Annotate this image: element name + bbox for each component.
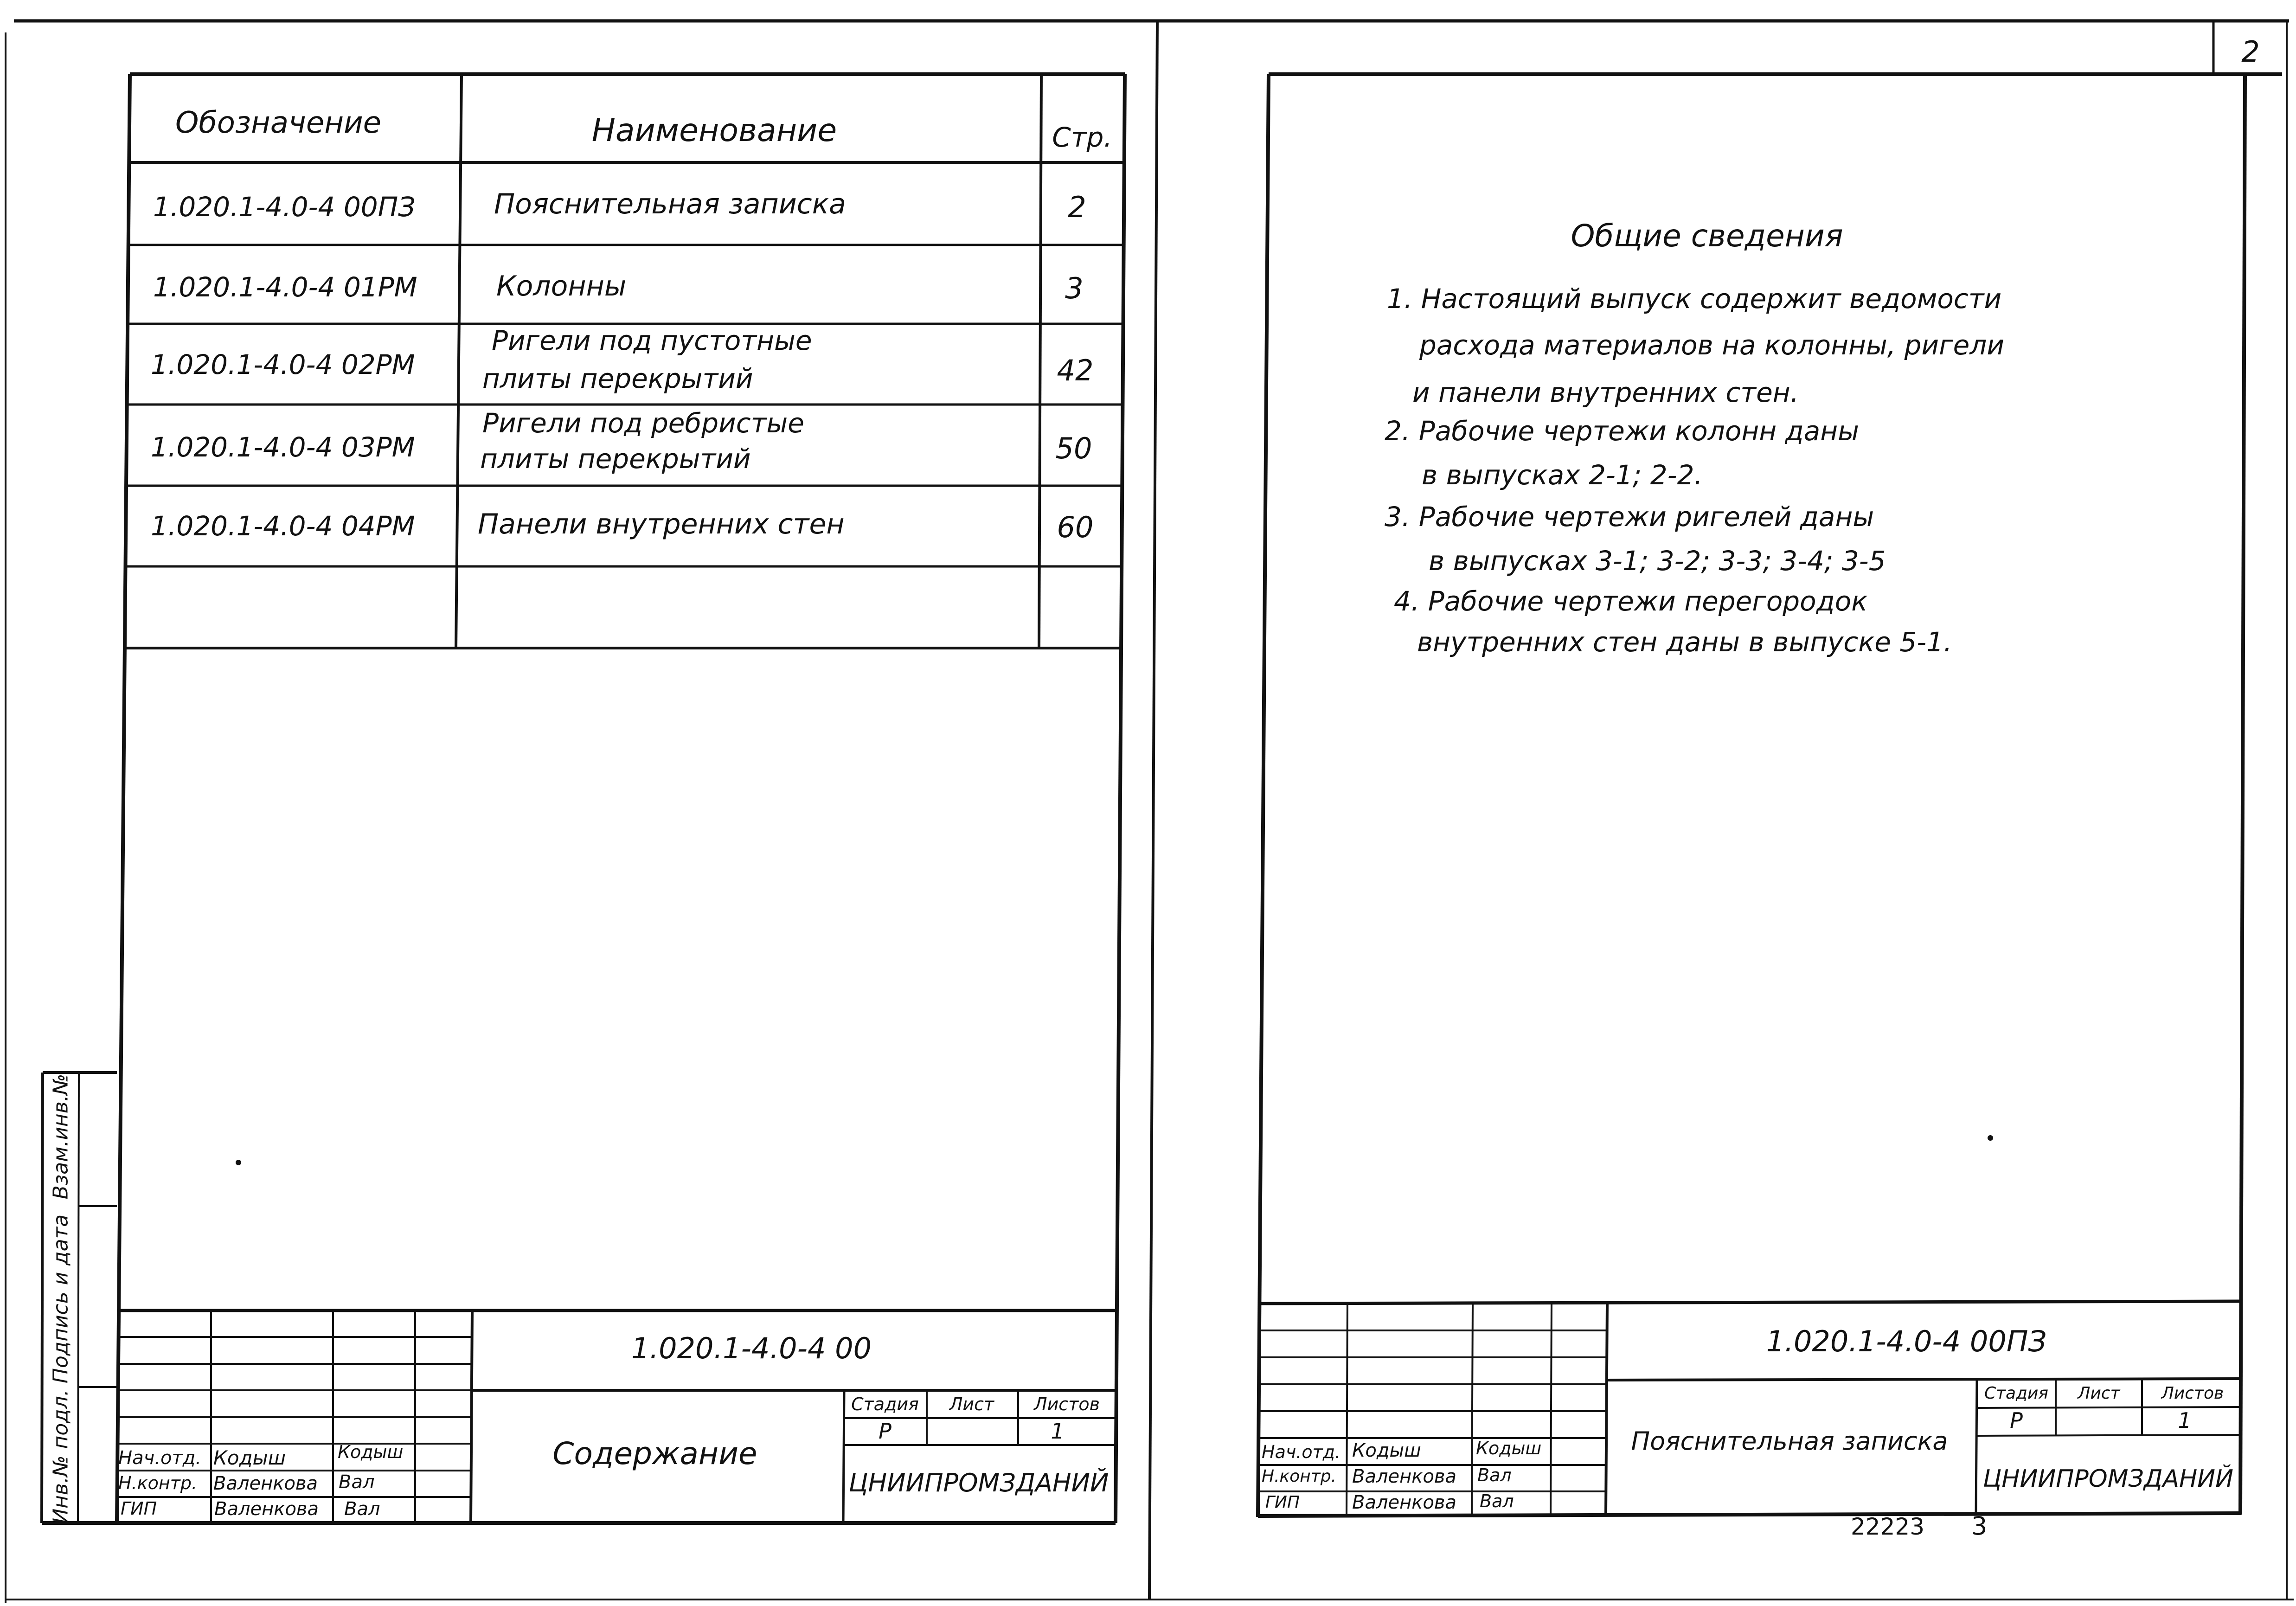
note-line: 4. Рабочие чертежи перегородок <box>1394 585 1868 617</box>
sheets-header: Листов <box>1034 1394 1100 1414</box>
note-line: 1. Настоящий выпуск содержит ведомости <box>1387 283 2002 315</box>
person-role: ГИП <box>121 1498 157 1519</box>
sheets-value: 1 <box>1051 1419 1065 1444</box>
stamp-inventory-number: Инв.№ подл. <box>49 1389 73 1524</box>
note-line: внутренних стен даны в выпуске 5-1. <box>1417 626 1952 658</box>
person-signature: Кодыш <box>338 1442 404 1462</box>
person-signature: Вал <box>344 1498 380 1520</box>
note-line: 3. Рабочие чертежи ригелей даны <box>1385 501 1874 533</box>
person-role: Нач.отд. <box>1262 1442 1341 1462</box>
organization-name: ЦНИИПРОМЗДАНИЙ <box>1983 1465 2233 1493</box>
title-block-code: 1.020.1-4.0-4 00 <box>631 1331 872 1365</box>
footer-number: 22223 <box>1851 1513 1925 1540</box>
note-line: и панели внутренних стен. <box>1412 377 1799 408</box>
toc-page: 60 <box>1057 510 1094 544</box>
sheets-value: 1 <box>2178 1408 2192 1433</box>
organization-name: ЦНИИПРОМЗДАНИЙ <box>848 1468 1109 1497</box>
toc-page: 50 <box>1055 431 1092 465</box>
stage-value: Р <box>2010 1408 2023 1433</box>
stage-header: Стадия <box>1984 1384 2049 1403</box>
person-role: Н.контр. <box>118 1473 198 1493</box>
stage-value: Р <box>879 1419 891 1444</box>
ink-dot <box>236 1160 241 1165</box>
title-block-title: Пояснительная записка <box>1631 1426 1948 1456</box>
footer-page: 3 <box>1971 1511 1988 1541</box>
title-block-title: Содержание <box>552 1436 757 1471</box>
toc-designation: 1.020.1-4.0-4 00ПЗ <box>153 191 416 223</box>
toc-name-line2: плиты перекрытий <box>480 443 751 475</box>
note-line: в выпусках 2-1; 2-2. <box>1422 459 1703 491</box>
person-signature: Вал <box>1477 1465 1512 1485</box>
toc-name: Колонны <box>496 270 627 302</box>
person-signature: Кодыш <box>1476 1438 1542 1458</box>
sheet-number: 2 <box>2241 35 2260 69</box>
person-name: Валенкова <box>1352 1492 1456 1513</box>
note-line: в выпусках 3-1; 3-2; 3-3; 3-4; 3-5 <box>1429 545 1886 577</box>
person-role: ГИП <box>1265 1493 1300 1512</box>
person-signature: Вал <box>339 1471 375 1493</box>
toc-designation: 1.020.1-4.0-4 01РМ <box>153 271 417 303</box>
sheets-header: Листов <box>2161 1384 2224 1403</box>
toc-name-line2: плиты перекрытий <box>482 363 753 394</box>
person-name: Кодыш <box>1352 1440 1421 1461</box>
person-name: Кодыш <box>213 1446 286 1469</box>
toc-header-page: Стр. <box>1052 122 1112 153</box>
person-role: Нач.отд. <box>118 1447 202 1469</box>
notes-heading: Общие сведения <box>1571 218 1843 254</box>
person-name: Валенкова <box>214 1498 319 1520</box>
toc-header-name: Наименование <box>591 112 837 149</box>
stage-header: Стадия <box>851 1394 919 1414</box>
toc-name: Ригели под ребристые <box>482 407 804 439</box>
toc-designation: 1.020.1-4.0-4 03РМ <box>151 431 415 463</box>
sheet-header: Лист <box>949 1394 994 1414</box>
toc-page: 42 <box>1057 353 1094 387</box>
toc-name: Пояснительная записка <box>494 188 846 220</box>
toc-designation: 1.020.1-4.0-4 04РМ <box>151 510 415 542</box>
person-name: Валенкова <box>213 1473 318 1494</box>
ink-dot <box>1988 1135 1993 1141</box>
stamp-signature-date: Подпись и дата <box>49 1214 73 1384</box>
person-role: Н.контр. <box>1262 1467 1337 1486</box>
title-block-code: 1.020.1-4.0-4 00ПЗ <box>1766 1324 2047 1358</box>
note-line: 2. Рабочие чертежи колонн даны <box>1385 415 1859 447</box>
toc-name: Панели внутренних стен <box>478 508 845 540</box>
toc-name: Ригели под пустотные <box>492 325 812 356</box>
toc-page: 3 <box>1065 271 1084 305</box>
toc-header-designation: Обозначение <box>175 106 382 140</box>
toc-page: 2 <box>1068 190 1086 224</box>
toc-designation: 1.020.1-4.0-4 02РМ <box>151 349 415 380</box>
person-name: Валенкова <box>1352 1466 1456 1487</box>
person-signature: Вал <box>1480 1491 1514 1511</box>
stamp-replacement-number: Взам.инв.№ <box>49 1073 73 1200</box>
sheet-header: Лист <box>2078 1384 2120 1403</box>
note-line: расхода материалов на колонны, ригели <box>1419 329 2005 361</box>
